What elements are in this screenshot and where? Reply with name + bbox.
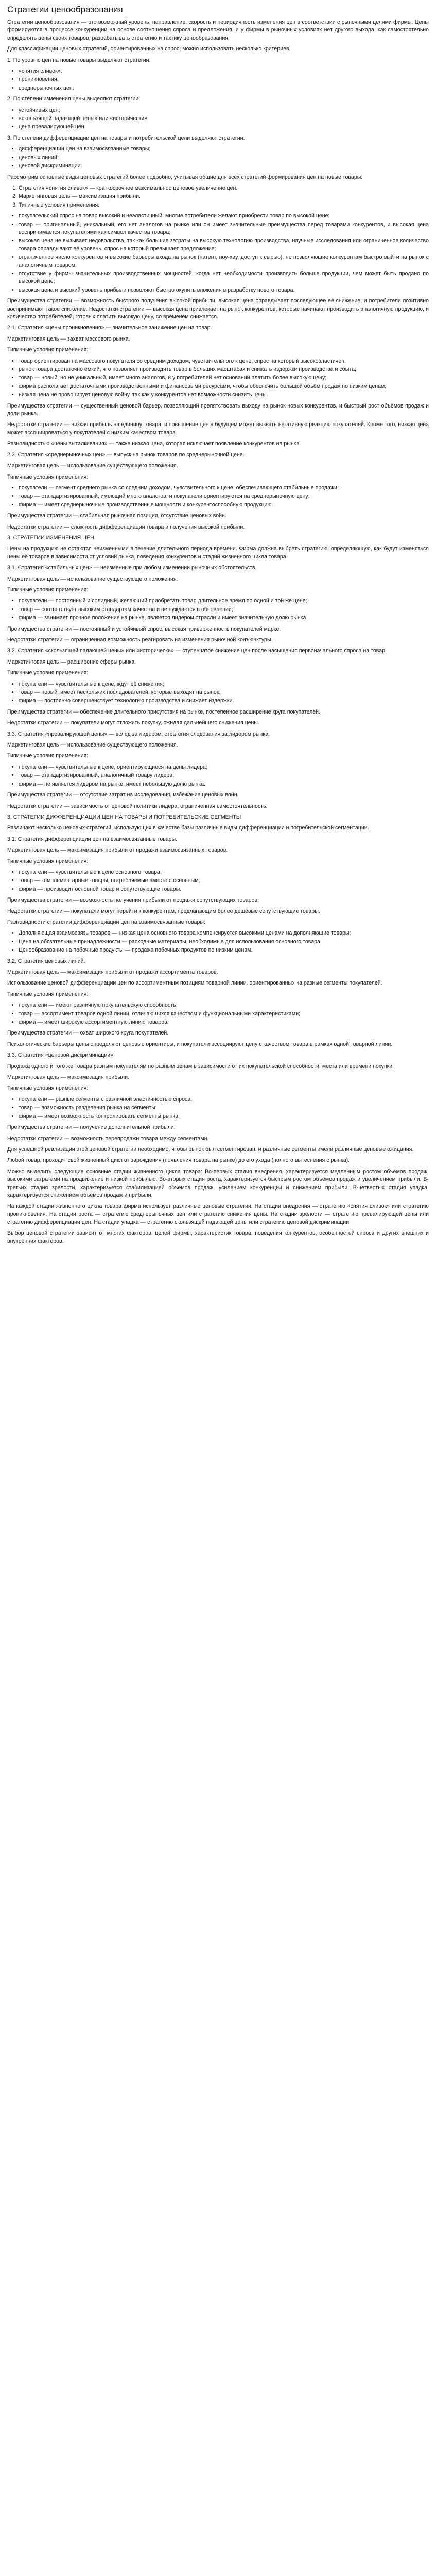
list-item: • рынок товара достаточно ёмкий, что позволяет производить товар в больших масштабах и снижать издержки производства и сбыта; <box>19 366 429 374</box>
list-item: • покупатели — постоянный и солидный, желающий приобретать товар длительное время по одной и той же цене; <box>19 597 429 605</box>
list-item: • товар ориентирован на массового покупателя со средним доходом, чувствительного к цене, спрос на который высокоэластичен; <box>19 358 429 365</box>
bullet-list <box>7 1096 429 1121</box>
list-item: • покупатели — чувствительные к цене, ориентирующиеся на цены лидера; <box>19 764 429 771</box>
list-item: • высокая цена не вызывает недовольства, так как большие затраты на высокую технологию производства, научные исследования или ограниченное количество товара оправдывают её уровень, спрос на который превышает предложение; <box>19 237 429 253</box>
paragraph: Недостатки стратегии — сложность дифференциации товара и получения высокой прибыли. <box>7 523 245 530</box>
paragraph: Маркетинговая цель — использование существующего положения. <box>7 742 178 749</box>
list-item: • фирма — производит основной товар и сопутствующие товары. <box>19 886 429 893</box>
list-item: • фирма — имеет широкую ассортиментную линию товаров. <box>19 1019 429 1026</box>
paragraph: Можно выделить следующие основные стадии жизненного цикла товара: Во-первых стадия внедрения, характеризуется медленным ростом объёмов продаж, высокими затратами на продвижение и низкой прибылью. Во-вторых стадия роста, характеризуется быстрым ростом объёмов продаж и увеличением прибыли. В-третьих стадия зрелости, характеризуется стабилизацией объёмов продаж, усилением конкуренции и снижением прибыли. В-четвертых стадия упадка, характеризуется снижением объёмов продаж и прибыли. <box>7 1168 429 1198</box>
paragraph: 3.1. Стратегия «стабильных цен» — неизменные при любом изменении рыночных обстоятельств. <box>7 565 257 571</box>
paragraph: Преимущества стратегии — стабильная рыночная позиция, отсутствие ценовых войн. <box>7 513 226 519</box>
paragraph: Недостатки стратегии — покупатели могут отложить покупку, ожидая дальнейшего снижения цены. <box>7 720 259 726</box>
list-item: • покупатели — сегмент среднего рынка со средним доходом, чувствительного к цене, обеспечивающего стабильные продажи; <box>19 484 429 492</box>
paragraph: 3.1. Стратегия дифференциации цен на взаимосвязанные товары. <box>7 836 178 842</box>
list-item: • покупатели — чувствительные к цене основного товара; <box>19 869 429 876</box>
list-item: • фирма — постоянно совершенствует технологию производства и снижает издержки. <box>19 697 429 705</box>
paragraph: Использование ценовой дифференциации цен по ассортиментным позициям товарной линии, ориентированных на разные сегменты покупателей. <box>7 980 382 987</box>
paragraph: Маркетинговая цель — максимизация прибыли от продажи взаимосвязанных товаров. <box>7 847 228 854</box>
list-item: • фирма — имеет среднерыночные производственные мощности и конкурентоспособную продукцию. <box>19 501 429 509</box>
paragraph: Недостатки стратегии — возможность перепродажи товара между сегментами. <box>7 1135 209 1142</box>
bullet-list <box>7 358 429 399</box>
paragraph: Различают несколько ценовых стратегий, использующих в качестве базы различные виды дифференциации и потребительской сегментации. <box>7 825 369 832</box>
paragraph: Маркетинговая цель — расширение сферы рынка. <box>7 658 136 665</box>
list-item: • «скользящей падающей цены» или «исторически»; <box>19 115 429 123</box>
paragraph: Типичные условия применения: <box>7 1085 89 1092</box>
paragraph: Недостатки стратегии — ограниченная возможность реагировать на изменения рыночной конъюнктуры. <box>7 637 273 643</box>
list-item: • отсутствие у фирмы значительных производственных мощностей, когда нет необходимости производить больше продукции, чем может быть продано по высокой цене; <box>19 270 429 286</box>
list-item: • ограниченное число конкурентов и высокие барьеры входа на рынок (патент, ноу-хау, доступ к сырью), не позволяющие конкурентам быстро выйти на рынок с аналогичным товаром; <box>19 253 429 269</box>
list-item: • товар — новый, но не уникальный, имеет много аналогов, и у потребителей нет оснований платить более высокую цену; <box>19 374 429 382</box>
paragraph: На каждой стадии жизненного цикла товара фирма использует различные ценовые стратегии. На стадии внедрения — стратегию «снятия сливок» или стратегию проникновения. На стадии роста — стратегию среднерыночных цен или стратегию снижения цены. На стадии зрелости — стратегию превалирующей цены или стратегию дифференциации цен. На стадии упадка — стратегию скользящей падающей цены или стратегию ценовой дискриминации. <box>7 1203 429 1226</box>
paragraph: Недостатки стратегии — покупатели могут перейти к конкурентам, предлагающим более дешёвые сопутствующие товары. <box>7 908 320 914</box>
bullet-list <box>7 681 429 705</box>
list-item: • низкая цена не провоцирует ценовую войну, так как у конкурентов нет возможности снизить цены. <box>19 391 429 399</box>
list-item: 2. Маркетинговая цель — максимизация прибыли. <box>19 193 429 200</box>
list-item: • покупательский спрос на товар высокий и неэластичный, многие потребители желают приобрести товар по высокой цене; <box>19 212 429 220</box>
list-item: • Ценообразование на побочные продукты — продажа побочных продуктов по низким ценам. <box>19 946 429 954</box>
paragraph: 3. СТРАТЕГИИ ИЗМЕНЕНИЯ ЦЕН <box>7 534 94 541</box>
numbered-list <box>7 184 429 209</box>
paragraph: 3.2. Стратегия «скользящей падающей цены» или «исторически» — ступенчатое снижение цен после насыщения первоначального спроса на товар. <box>7 648 387 654</box>
paragraph: Цены на продукцию не остаются неизменными в течение длительного периода времени. Фирма должна выбрать стратегию, определяющую, как будут изменяться цены её товаров в зависимости от условий рынка, поведения конкурентов и стадий жизненного цикла товара. <box>7 546 429 560</box>
paragraph: Типичные условия применения: <box>7 670 89 676</box>
paragraph: Для классификации ценовых стратегий, ориентированных на спрос, можно использовать несколько критериев. <box>7 46 291 53</box>
paragraph: Рассмотрим основные виды ценовых стратегий более подробно, учитывая общие для всех стратегий формирования цен на новые товары: <box>7 174 363 180</box>
bullet-list <box>7 484 429 509</box>
paragraph: Недостатки стратегии — низкая прибыль на единицу товара, и повышение цен в будущем может вызвать негативную реакцию покупателей. Кроме того, низкая цена может ассоциироваться у покупателей с низким качеством товара. <box>7 421 429 436</box>
page-title: Стратегии ценообразования <box>7 5 123 14</box>
paragraph: Преимущества стратегии — получение дополнительной прибыли. <box>7 1124 176 1131</box>
paragraph: 2.1. Стратегия «цены проникновения» — значительное занижение цен на товар. <box>7 325 212 331</box>
paragraph: 3.3. Стратегия «превалирующей цены» — вслед за лидером, стратегия следования за лидером рынка. <box>7 731 270 737</box>
list-item: • фирма — не является лидером на рынке, имеет небольшую долю рынка. <box>19 781 429 788</box>
list-item: • покупатели — чувствительные к цене, ждут её снижения; <box>19 681 429 688</box>
list-item: • товар — комплементарные товары, потребляемые вместе с основным; <box>19 877 429 885</box>
list-item: • «снятия сливок»; <box>19 67 429 75</box>
list-item: • высокая цена и высокий уровень прибыли позволяют быстро окупить вложения в разработку нового товара. <box>19 286 429 294</box>
paragraph: Разновидностью «цены выталкивания» — также низкая цена, которая исключает появление конкурентов на рынке. <box>7 440 301 447</box>
list-item: • устойчивых цен; <box>19 107 429 114</box>
paragraph: Типичные условия применения: <box>7 347 89 353</box>
paragraph: Разновидности стратегии дифференциации цен на взаимосвязанные товары: <box>7 919 205 925</box>
paragraph: Маркетинговая цель — максимизация прибыли. <box>7 1074 129 1081</box>
list-item: • товар — возможность разделения рынка на сегменты; <box>19 1104 429 1112</box>
paragraph: Преимущества стратегии — обеспечение длительного присутствия на рынке, постепенное расширение круга покупателей. <box>7 708 321 715</box>
list-item: • Цена на обязательные принадлежности — расходные материалы, необходимые для использования основного товара; <box>19 938 429 946</box>
bullet-list <box>7 67 429 92</box>
bullet-list <box>7 1002 429 1026</box>
paragraph: 3.3. Стратегия «ценовой дискриминации». <box>7 1052 115 1059</box>
paragraph: Стратегии ценообразования — это возможный уровень, направление, скорость и периодичность изменения цен в соответствии с рыночными целями фирмы. Цены формируются в процессе конкуренции на основе соотношения спроса и предложения, и у фирмы в рыночных условиях нет другого выхода, как самостоятельно определять цены своих товаров, разрабатывать стратегию и тактику ценообразования. <box>7 19 429 41</box>
list-item: • товар — новый, имеет нескольких последователей, которые выходят на рынок; <box>19 689 429 697</box>
bullet-list <box>7 929 429 954</box>
list-item: • среднерыночных цен. <box>19 84 429 92</box>
paragraph: Преимущества стратегии — отсутствие затрат на исследования, избежание ценовых войн. <box>7 792 239 799</box>
article-body <box>7 19 429 1245</box>
paragraph: Преимущества стратегии — постоянный и устойчивый спрос, высокая приверженность покупателей марке. <box>7 625 281 632</box>
list-item: • цена превалирующей цен. <box>19 123 429 131</box>
paragraph: Маркетинговая цель — использование существующего положения. <box>7 463 178 469</box>
paragraph: Маркетинговая цель — использование существующего положения. <box>7 575 178 582</box>
bullet-list <box>7 145 429 170</box>
paragraph: Преимущества стратегии — возможность быстрого получения высокой прибыли, высокая цена оправдывает последующее её снижение, и потребители позитивно воспринимают такое снижение. Недостатки стратегии — высокая цена привлекает на рынок конкурентов, которые начинают производить аналогичную продукцию, и количество потребителей, готовых платить высокую цену, со временем снижается. <box>7 298 429 320</box>
bullet-list <box>7 107 429 131</box>
list-item: • покупатели — разные сегменты с различной эластичностью спроса; <box>19 1096 429 1104</box>
paragraph: Типичные условия применения: <box>7 473 89 480</box>
list-item: • фирма — занимает прочное положение на рынке, является лидером отрасли и имеет значительную долю рынка. <box>19 614 429 622</box>
paragraph: 3. По степени дифференциации цен на товары и потребительской цели выделяют стратегии: <box>7 134 245 141</box>
paragraph: Психологические барьеры цены определяют ценовые ориентиры, и покупатели ассоциируют цену с качеством товара в рамках одной товарной линии. <box>7 1041 393 1047</box>
paragraph: Преимущества стратегии — охват широкого круга покупателей. <box>7 1030 169 1037</box>
paragraph: Типичные условия применения: <box>7 858 89 865</box>
paragraph: Преимущества стратегии — возможность получения прибыли от продажи сопутствующих товаров. <box>7 897 259 904</box>
list-item: • покупатели — имеют различную покупательскую способность; <box>19 1002 429 1009</box>
list-item: • дифференциации цен на взаимосвязанные товары; <box>19 145 429 153</box>
paragraph: Типичные условия применения: <box>7 586 89 593</box>
paragraph: Преимущества стратегии — существенный ценовой барьер, позволяющий препятствовать выходу на рынок новых конкурентов, и быстрый рост объёмов продаж и доли рынка. <box>7 402 429 417</box>
paragraph: Любой товар, проходит свой жизненный цикл от зарождения (появления товара на рынке) до его ухода (полного вытеснения с рынка). <box>7 1157 350 1164</box>
paragraph: Недостатки стратегии — зависимость от ценовой политики лидера, ограниченная самостоятельность. <box>7 803 268 809</box>
paragraph: 1. По уровню цен на новые товары выделяют стратегии: <box>7 57 151 63</box>
list-item: • товар — соответствует высоким стандартам качества и не нуждается в обновлении; <box>19 606 429 614</box>
paragraph: Продажа одного и того же товара разным покупателям по разным ценам в зависимости от их покупательской способности, места или времени покупки. <box>7 1063 394 1070</box>
list-item: 3. Типичные условия применения: <box>19 201 429 209</box>
bullet-list <box>7 597 429 622</box>
list-item: • товар — стандартизированный, аналогичный товару лидера; <box>19 772 429 779</box>
paragraph: Типичные условия применения: <box>7 753 89 759</box>
paragraph: 3.2. Стратегия ценовых линий. <box>7 958 85 964</box>
paragraph: 2. По степени изменения цены выделяют стратегии: <box>7 96 141 103</box>
paragraph: Маркетинговая цель — захват массового рынка. <box>7 335 130 342</box>
list-item: • Дополняющая взаимосвязь товаров — низкая цена основного товара компенсируется высокими ценами на дополняющие товары; <box>19 929 429 937</box>
list-item: • фирма — имеет возможность контролировать сегменты рынка. <box>19 1113 429 1121</box>
bullet-list <box>7 869 429 893</box>
list-item: • ценовых линий; <box>19 154 429 162</box>
paragraph: 2.3. Стратегия «среднерыночных цен» — выпуск на рынок товаров по среднерыночной цене. <box>7 451 245 458</box>
list-item: • фирма располагает достаточными производственными и финансовыми ресурсами, чтобы обеспечить большой объём продаж по низким ценам; <box>19 383 429 391</box>
list-item: 1. Стратегия «снятия сливок» — краткосрочное максимальное ценовое увеличение цен. <box>19 184 429 192</box>
list-item: • ценовой дискриминации. <box>19 162 429 170</box>
paragraph: Типичные условия применения: <box>7 991 89 997</box>
paragraph: Маркетинговая цель — максимизация прибыли от продажи ассортимента товаров. <box>7 969 218 975</box>
bullet-list <box>7 212 429 294</box>
list-item: • товар — стандартизированный, имеющий много аналогов, и покупатели ориентируются на среднерыночную цену; <box>19 493 429 500</box>
list-item: • проникновения; <box>19 76 429 83</box>
paragraph: Выбор ценовой стратегии зависит от многих факторов: целей фирмы, характеристик товара, поведения конкурентов, особенностей спроса и других внешних и внутренних факторов. <box>7 1230 429 1244</box>
paragraph: 3. СТРАТЕГИИ ДИФФЕРЕНЦИАЦИИ ЦЕН НА ТОВАРЫ И ПОТРЕБИТЕЛЬСКИЕ СЕГМЕНТЫ <box>7 814 241 820</box>
list-item: • товар — ассортимент товаров одной линии, отличающихся качеством и функциональными характеристиками; <box>19 1010 429 1018</box>
paragraph: Для успешной реализации этой ценовой стратегии необходимо, чтобы рынок был сегментирован, и различные сегменты имели различные ценовые ожидания. <box>7 1146 414 1153</box>
bullet-list <box>7 764 429 788</box>
list-item: • товар — оригинальный, уникальный, его нет аналогов на рынке или он имеет значительные преимущества перед товарами конкурентов, и высокая цена воспринимается покупателями как символ качества товара; <box>19 221 429 237</box>
